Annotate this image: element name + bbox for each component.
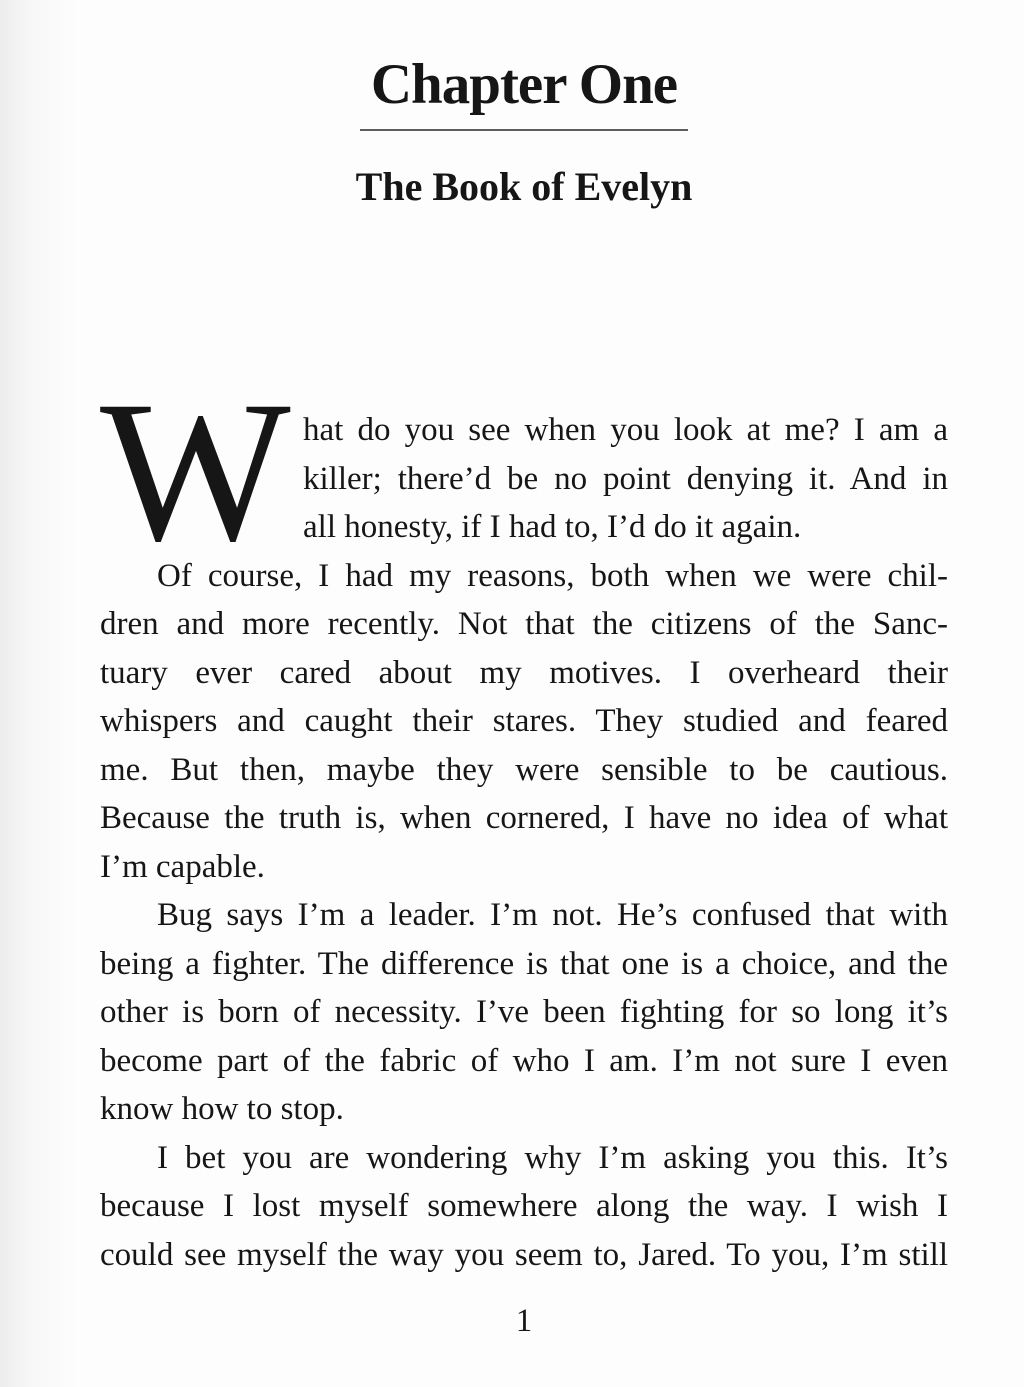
body-line: could see myself the way you seem to, Jared. To you, I’m still: [100, 1236, 948, 1273]
body-line: Of course, I had my reasons, both when we were chil-: [157, 557, 948, 594]
body-line: tuary ever cared about my motives. I overheard their: [100, 654, 948, 691]
body-line: Bug says I’m a leader. I’m not. He’s confused that with: [157, 897, 948, 933]
body-line: Because the truth is, when cornered, I have no idea of what: [100, 800, 948, 836]
body-line: dren and more recently. Not that the citizens of the Sanc-: [100, 606, 948, 642]
body-line: whispers and caught their stares. They studied and feared: [100, 703, 948, 739]
body-line: all honesty, if I had to, I’d do it again.: [303, 509, 802, 545]
body-line: because I lost myself somewhere along the way. I wish I: [100, 1188, 948, 1224]
body-line: killer; there’d be no point denying it. And in: [303, 460, 948, 497]
body-line: me. But then, maybe they were sensible to be cautious.: [100, 751, 948, 788]
body-line: I bet you are wondering why I’m asking you this. It’s: [157, 1139, 948, 1176]
body-line: know how to stop.: [100, 1091, 344, 1127]
body-line: being a fighter. The difference is that one is a choice, and the: [100, 945, 948, 982]
left-page-edge-shadow: [0, 0, 80, 1387]
chapter-title: Chapter One: [370, 53, 678, 116]
book-subtitle: The Book of Evelyn: [355, 164, 693, 209]
drop-cap: W: [100, 359, 291, 583]
title-divider-rule: [360, 129, 688, 131]
body-line: other is born of necessity. I’ve been fighting for so long it’s: [100, 994, 948, 1030]
page-number: 1: [515, 1303, 533, 1339]
body-line: I’m capable.: [100, 848, 265, 885]
body-line: become part of the fabric of who I am. I’m not sure I even: [100, 1042, 948, 1079]
body-line: hat do you see when you look at me? I am a: [303, 412, 948, 448]
body-text: [100, 359, 948, 1279]
